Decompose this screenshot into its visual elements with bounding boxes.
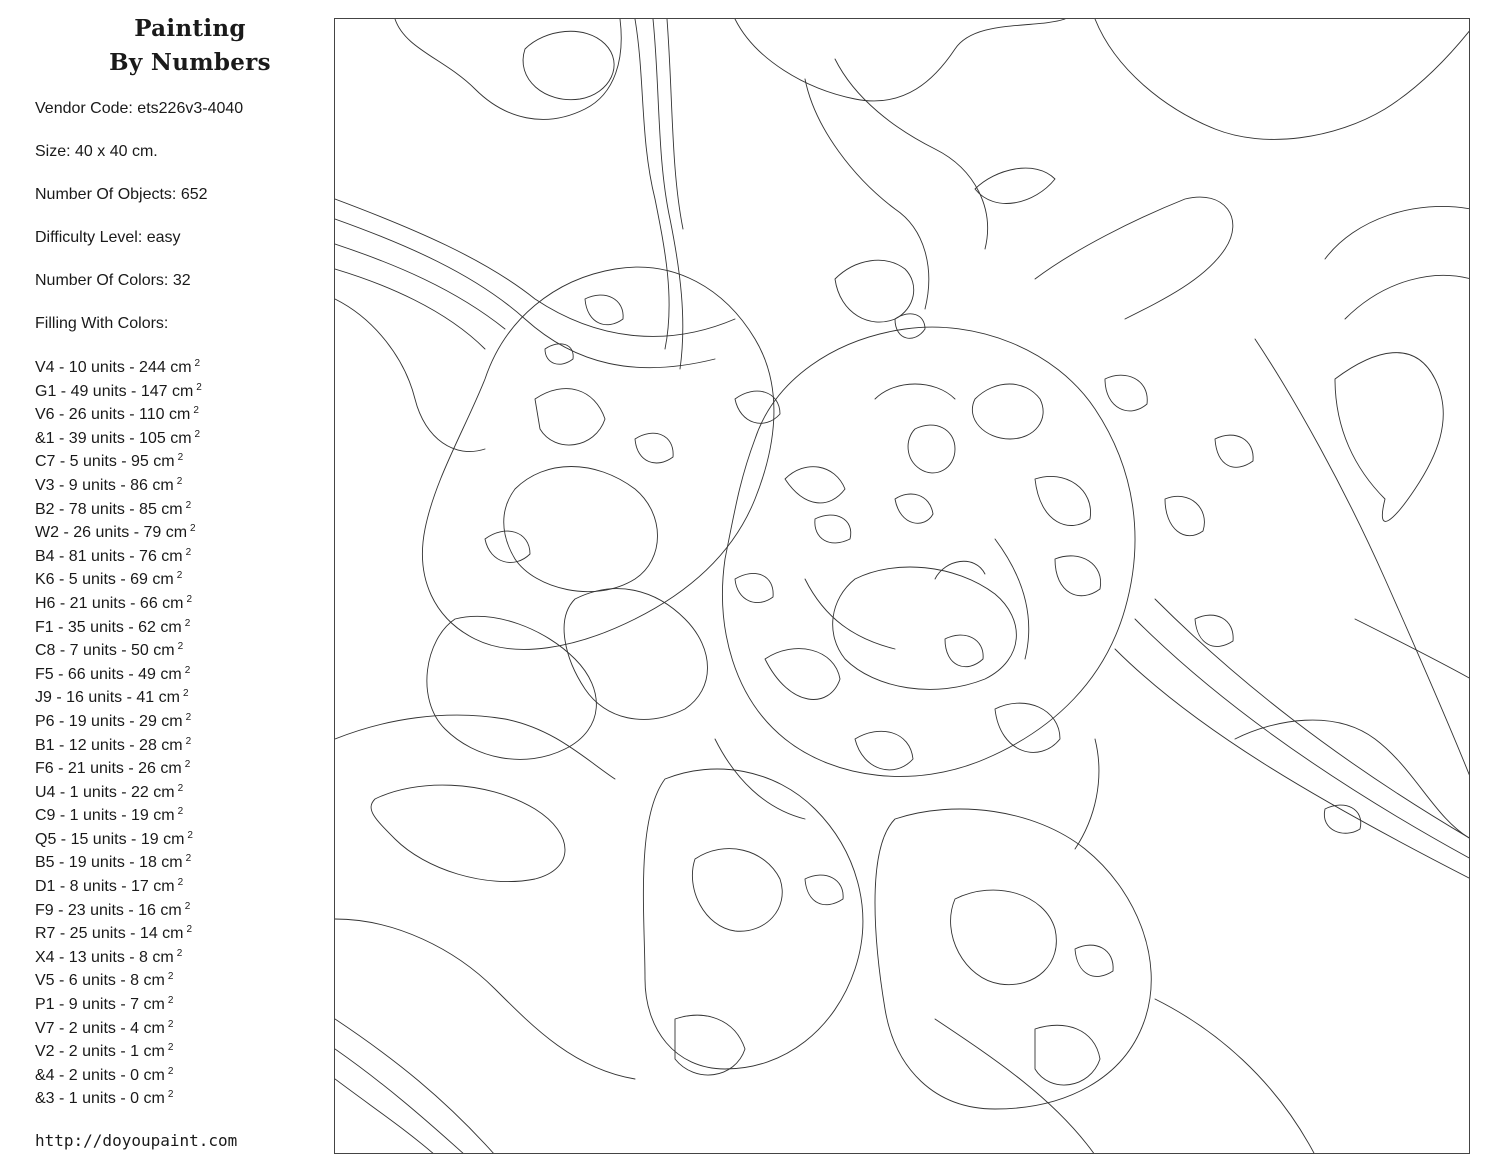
area-unit-superscript: 2: [176, 570, 183, 582]
color-entry-text: &4 - 2 units - 0 cm: [35, 1066, 165, 1084]
color-entry: [35, 923, 202, 947]
color-entry: [35, 617, 202, 641]
color-entry: [35, 711, 202, 735]
area-unit-superscript: 2: [177, 782, 184, 794]
color-entry: [35, 1088, 202, 1112]
colors-count: Number Of Colors: 32: [35, 272, 191, 289]
color-entry-text: &1 - 39 units - 105 cm: [35, 429, 192, 447]
objects-count: Number Of Objects: 652: [35, 186, 208, 203]
color-entry-text: V5 - 6 units - 8 cm: [35, 972, 165, 990]
area-unit-superscript: 2: [176, 947, 183, 959]
area-unit-superscript: 2: [185, 735, 192, 747]
area-unit-superscript: 2: [185, 499, 192, 511]
size-info: Size: 40 x 40 cm.: [35, 143, 158, 160]
color-entry-text: B1 - 12 units - 28 cm: [35, 736, 183, 754]
area-unit-superscript: 2: [182, 688, 189, 700]
color-entry: [35, 404, 202, 428]
color-entry: [35, 994, 202, 1018]
area-unit-superscript: 2: [167, 1065, 174, 1077]
area-unit-superscript: 2: [186, 593, 193, 605]
color-entry-text: X4 - 13 units - 8 cm: [35, 948, 174, 966]
color-entry: [35, 428, 202, 452]
kit-details: [35, 99, 243, 357]
color-entry: [35, 900, 202, 924]
color-entry: [35, 970, 202, 994]
area-unit-superscript: 2: [185, 711, 192, 723]
area-unit-superscript: 2: [177, 806, 184, 818]
color-entry: [35, 475, 202, 499]
color-entry-text: B2 - 78 units - 85 cm: [35, 500, 183, 518]
color-entry-text: V7 - 2 units - 4 cm: [35, 1019, 165, 1037]
color-entry: [35, 546, 202, 570]
title-line-1: Painting: [134, 15, 246, 42]
coloring-canvas: [334, 18, 1470, 1154]
color-entry: [35, 593, 202, 617]
title-line-2: By Numbers: [109, 49, 271, 76]
color-entry: [35, 381, 202, 405]
color-entry-text: F1 - 35 units - 62 cm: [35, 618, 182, 636]
color-entry: [35, 735, 202, 759]
area-unit-superscript: 2: [184, 759, 191, 771]
area-unit-superscript: 2: [167, 1018, 174, 1030]
page-title: [60, 12, 320, 80]
color-entry-text: C9 - 1 units - 19 cm: [35, 807, 175, 825]
color-entry-text: V2 - 2 units - 1 cm: [35, 1043, 165, 1061]
color-entry-text: D1 - 8 units - 17 cm: [35, 878, 175, 896]
color-entry-text: P6 - 19 units - 29 cm: [35, 712, 183, 730]
area-unit-superscript: 2: [194, 358, 201, 369]
color-entry-text: C7 - 5 units - 95 cm: [35, 453, 175, 471]
area-unit-superscript: 2: [167, 971, 174, 983]
color-entry-text: V3 - 9 units - 86 cm: [35, 476, 174, 494]
color-entry: [35, 1065, 202, 1089]
area-unit-superscript: 2: [185, 546, 192, 558]
color-entry: [35, 499, 202, 523]
area-unit-superscript: 2: [196, 381, 202, 393]
area-unit-superscript: 2: [177, 877, 184, 889]
area-unit-superscript: 2: [184, 900, 191, 912]
area-unit-superscript: 2: [184, 617, 191, 629]
color-entry-text: K6 - 5 units - 69 cm: [35, 571, 174, 589]
color-entry-text: J9 - 16 units - 41 cm: [35, 689, 180, 707]
color-entry-text: R7 - 25 units - 14 cm: [35, 925, 184, 943]
color-entry: [35, 805, 202, 829]
color-entry: [35, 451, 202, 475]
area-unit-superscript: 2: [190, 523, 196, 535]
vendor-code: Vendor Code: ets226v3-4040: [35, 100, 244, 117]
color-entry: [35, 1018, 202, 1042]
area-unit-superscript: 2: [176, 475, 183, 487]
color-entry-text: B4 - 81 units - 76 cm: [35, 547, 183, 565]
color-entry-text: F9 - 23 units - 16 cm: [35, 901, 182, 919]
info-sidebar: [0, 0, 320, 1169]
color-entry: [35, 852, 202, 876]
area-unit-superscript: 2: [186, 924, 193, 936]
color-entry: [35, 687, 202, 711]
color-entry-text: B5 - 19 units - 18 cm: [35, 854, 183, 872]
color-entry: [35, 829, 202, 853]
color-entry-text: V6 - 26 units - 110 cm: [35, 406, 191, 424]
website-link[interactable]: http://doyoupaint.com: [35, 1131, 238, 1150]
difficulty-level: Difficulty Level: easy: [35, 229, 181, 246]
area-unit-superscript: 2: [187, 829, 193, 841]
color-entry-text: Q5 - 15 units - 19 cm: [35, 830, 185, 848]
color-entry-text: &3 - 1 units - 0 cm: [35, 1090, 165, 1108]
area-unit-superscript: 2: [167, 1042, 174, 1054]
color-entry: [35, 947, 202, 971]
color-entry-text: C8 - 7 units - 50 cm: [35, 642, 175, 660]
area-unit-superscript: 2: [167, 1089, 174, 1101]
area-unit-superscript: 2: [184, 664, 191, 676]
filling-label: Filling With Colors:: [35, 315, 169, 332]
color-entry: [35, 876, 202, 900]
color-list: [35, 357, 202, 1112]
color-entry-text: G1 - 49 units - 147 cm: [35, 382, 194, 400]
color-entry: [35, 357, 202, 381]
color-entry: [35, 1041, 202, 1065]
color-entry-text: F6 - 21 units - 26 cm: [35, 760, 182, 778]
area-unit-superscript: 2: [177, 452, 184, 464]
area-unit-superscript: 2: [194, 428, 201, 440]
color-entry-text: F5 - 66 units - 49 cm: [35, 665, 182, 683]
color-entry: [35, 782, 202, 806]
color-entry-text: V4 - 10 units - 244 cm: [35, 359, 192, 376]
color-entry-text: H6 - 21 units - 66 cm: [35, 594, 184, 612]
color-entry-text: P1 - 9 units - 7 cm: [35, 996, 165, 1014]
area-unit-superscript: 2: [177, 641, 184, 653]
color-entry: [35, 640, 202, 664]
color-entry-text: U4 - 1 units - 22 cm: [35, 783, 175, 801]
area-unit-superscript: 2: [193, 405, 199, 417]
color-entry: [35, 569, 202, 593]
color-entry-text: W2 - 26 units - 79 cm: [35, 524, 188, 542]
area-unit-superscript: 2: [185, 853, 192, 865]
color-entry: [35, 758, 202, 782]
outline-paths: [335, 19, 1470, 1154]
color-entry: [35, 664, 202, 688]
area-unit-superscript: 2: [167, 995, 174, 1007]
color-entry: [35, 522, 202, 546]
outline-artwork: [335, 19, 1470, 1154]
